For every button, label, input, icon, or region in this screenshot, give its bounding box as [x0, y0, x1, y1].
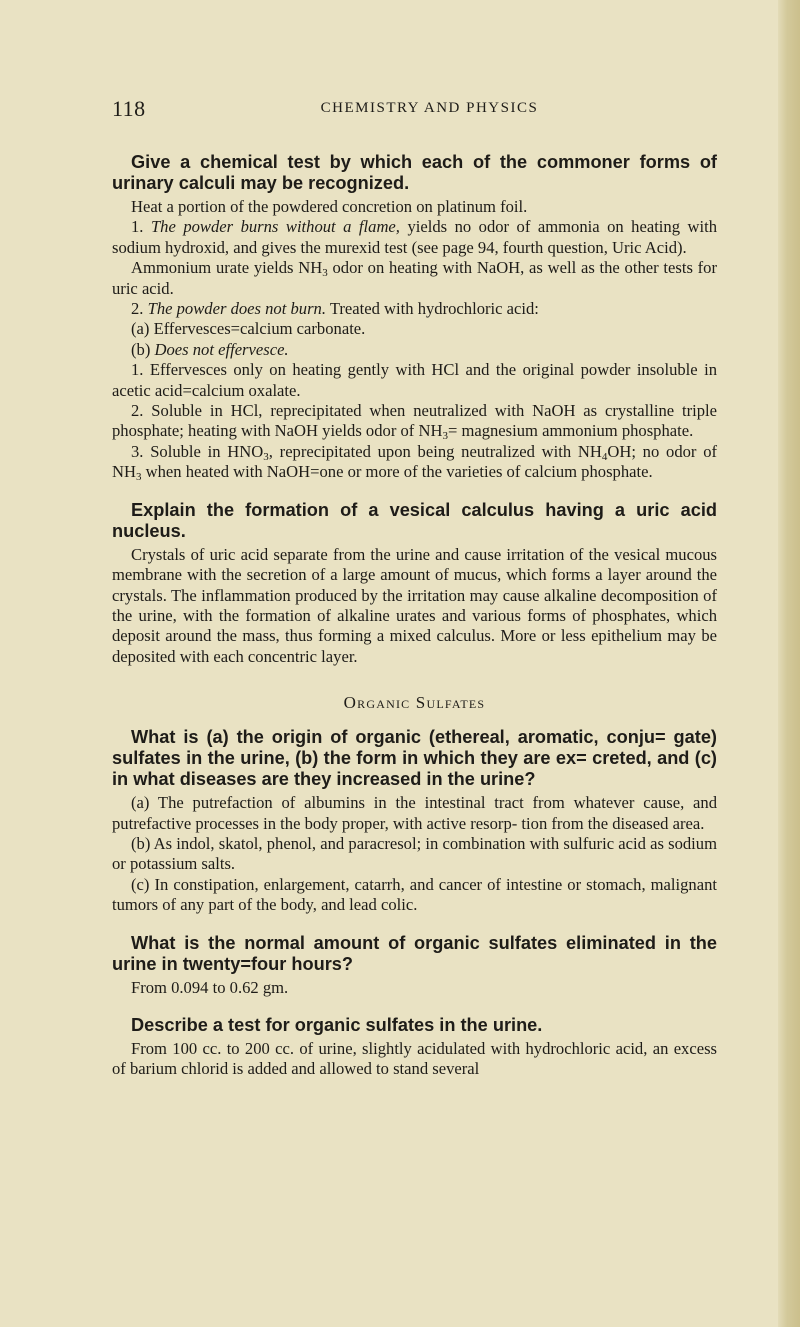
page-edge-shadow: [778, 0, 800, 1327]
question-heading: Give a chemical test by which each of the commoner forms of urinary calculi may be recognized.: [112, 152, 717, 193]
paragraph-text: OH; no odor of NH: [112, 441, 718, 482]
subscript: 3: [442, 430, 448, 443]
item-number: 2.: [131, 299, 148, 319]
answer-paragraph: Crystals of uric acid separate from the urine and cause irritation of the vesical mucous membrane with the secretion of a large amount of mucus, which forms a layer around the crystals. The inflammation produced by the irritation may cause alkaline decomposition of the urine, with the formation of alkaline urates and various forms of phosphates, which deposit around the mass, thus forming a mixed calculus. More or less epithelium may be deposited with each concentric layer.: [112, 544, 717, 666]
subscript: 3: [322, 267, 328, 280]
answer-paragraph: (a) The putrefaction of albumins in the intestinal tract from whatever cause, and putrefactive processes in the body proper, with active resorp- tion from the diseased area.: [112, 793, 717, 833]
answer-paragraph: From 0.094 to 0.62 gm.: [131, 977, 289, 997]
answer-paragraph: Heat a portion of the powdered concretion on platinum foil.: [131, 197, 528, 216]
answer-paragraph: [112, 442, 717, 483]
paragraph-text: when heated with NaOH=one or more of the varieties of calcium phosphate.: [141, 462, 653, 482]
answer-paragraph: [112, 401, 717, 442]
answer-paragraph: (c) In constipation, enlargement, catarrh, and cancer of intestine or stomach, malignant tumors of any part of the body, and lead colic.: [112, 874, 717, 915]
paragraph-text: , reprecipitated upon being neutralized with NH: [268, 441, 602, 461]
paragraph-text: odor on heating with NaOH, as well as the other tests for uric acid.: [112, 258, 718, 298]
item-label: (b): [131, 339, 155, 359]
page-body: [112, 152, 717, 1080]
answer-paragraph: [112, 340, 717, 360]
item-number: 1.: [131, 217, 151, 237]
italic-phrase: The powder burns without a flame,: [150, 217, 400, 237]
page-header: [112, 96, 717, 120]
answer-paragraph: [112, 258, 717, 299]
paragraph-text: Treated with hydrochloric acid:: [325, 299, 539, 319]
answer-paragraph: From 100 cc. to 200 cc. of urine, slightly acidulated with hydrochloric acid, an excess of barium chlorid is added and allowed to stand several: [112, 1038, 717, 1079]
answer-paragraph: (a) Effervesces=calcium carbonate.: [131, 319, 366, 339]
question-heading: Explain the formation of a vesical calculus having a uric acid nucleus.: [112, 499, 717, 541]
answer-paragraph: [112, 299, 717, 319]
paragraph-text: = magnesium ammonium phosphate.: [447, 421, 694, 441]
answer-paragraph: [112, 217, 717, 258]
answer-paragraph: (b) As indol, skatol, phenol, and paracresol; in combination with sulfuric acid as sodium or potassium salts.: [112, 833, 717, 874]
running-head: CHEMISTRY AND PHYSICS: [320, 100, 539, 116]
answer-paragraph: 1. Effervesces only on heating gently with HCl and the original powder insoluble in acetic acid=calcium oxalate.: [112, 360, 717, 400]
subscript: 3: [135, 471, 142, 484]
italic-phrase: The powder does not burn.: [147, 299, 326, 319]
paragraph-text: 2. Soluble in HCl, reprecipitated when neutralized with NaOH as crystalline triple phosphate; heating with NaOH yields odor of NH: [112, 401, 717, 441]
paragraph-text: Ammonium urate yields NH: [131, 258, 323, 278]
question-heading: What is the normal amount of organic sulfates eliminated in the urine in twenty=four hours?: [112, 932, 717, 974]
page-number: 118: [112, 96, 146, 121]
paragraph-text: yields no odor of ammonia on heating with sodium hydroxid, and gives the murexid test (see page 94, fourth question, Uric Acid).: [112, 217, 718, 257]
paragraph-text: 3. Soluble in HNO: [131, 441, 264, 461]
question-heading: What is (a) the origin of organic (ethereal, aromatic, conju= gate) sulfates in the urine, (b) the form in which they are ex= creted, and (c) in what diseases are they increased in the urine?: [112, 727, 717, 790]
subscript: 4: [601, 450, 608, 463]
subscript: 3: [263, 450, 269, 463]
question-heading: Describe a test for organic sulfates in the urine.: [131, 1014, 543, 1035]
section-heading: Organic Sulfates: [343, 693, 486, 713]
italic-phrase: Does not effervesce.: [154, 339, 289, 359]
